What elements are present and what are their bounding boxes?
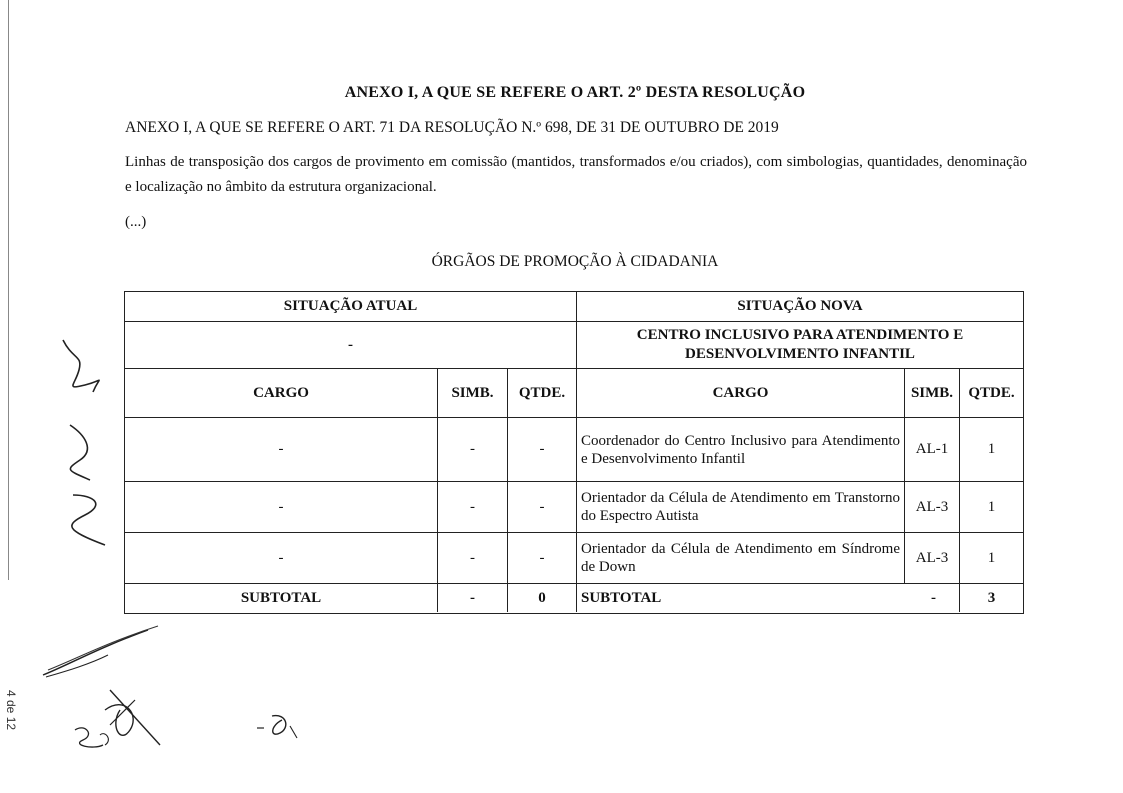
current-cargo-header: CARGO xyxy=(125,369,438,418)
current-qtde-header: QTDE. xyxy=(508,369,577,418)
table-row-1-new-simb: AL-1 xyxy=(905,418,960,482)
table-row-3-current-simb: - xyxy=(438,533,508,584)
table-row-2-new-qtde: 1 xyxy=(960,482,1023,533)
current-unit-cell: - xyxy=(125,322,577,369)
table-row-1-current-simb: - xyxy=(438,418,508,482)
table-row-2-new-cargo: Orientador da Célula de Atendimento em Transtorno do Espectro Autista xyxy=(577,482,905,533)
new-subtotal-qtde: 3 xyxy=(987,589,996,606)
table-row-1-new-cargo: Coordenador do Centro Inclusivo para Atendimento e Desenvolvimento Infantil xyxy=(577,418,905,482)
section-title: ÓRGÃOS DE PROMOÇÃO À CIDADANIA xyxy=(431,253,719,270)
table-row-3-new-cargo: Orientador da Célula de Atendimento em Síndrome de Down xyxy=(577,533,905,584)
current-simb-header: SIMB. xyxy=(438,369,508,418)
new-subtotal-label-text: SUBTOTAL xyxy=(581,589,662,606)
table-row-2-current-simb: - xyxy=(438,482,508,533)
page-counter: 4 de 12 xyxy=(4,690,18,731)
current-subtotal-label: SUBTOTAL xyxy=(125,584,438,612)
table-row-2-new-simb: AL-3 xyxy=(905,482,960,533)
handwritten-signature-stroke xyxy=(38,620,168,680)
table-row-2-current-cargo: - xyxy=(125,482,438,533)
new-qtde-header: QTDE. xyxy=(960,369,1023,418)
intro-paragraph: Linhas de transposição dos cargos de provimento em comissão (mantidos, transformados e/ou criados), com simbologias, quantidades, denominação e localização no âmbito da estrutura organizacional. xyxy=(125,154,1027,195)
new-unit-cell: CENTRO INCLUSIVO PARA ATENDIMENTO E DESENVOLVIMENTO INFANTIL xyxy=(577,322,1023,369)
table-row-3-current-qtde: - xyxy=(508,533,577,584)
table-row-1-current-qtde: - xyxy=(508,418,577,482)
current-subtotal-qtde: 0 xyxy=(508,584,577,612)
table-row-1-new-qtde: 1 xyxy=(960,418,1023,482)
handwritten-initial-margin xyxy=(55,330,115,550)
document-title: ANEXO I, A QUE SE REFERE O ART. 2º DESTA RESOLUÇÃO xyxy=(344,84,806,101)
table-row-3-current-cargo: - xyxy=(125,533,438,584)
table-row-3-new-simb: AL-3 xyxy=(905,533,960,584)
new-simb-header: SIMB. xyxy=(905,369,960,418)
document-subtitle: ANEXO I, A QUE SE REFERE O ART. 71 DA RESOLUÇÃO N.º 698, DE 31 DE OUTUBRO DE 2019 xyxy=(125,119,779,136)
new-cargo-header: CARGO xyxy=(577,369,905,418)
new-situation-heading: SITUAÇÃO NOVA xyxy=(577,292,1023,322)
table-row-1-current-cargo: - xyxy=(125,418,438,482)
table-row-2-current-qtde: - xyxy=(508,482,577,533)
positions-table xyxy=(124,291,1024,614)
current-subtotal-simb: - xyxy=(438,584,508,612)
handwritten-initials-small xyxy=(252,708,312,748)
new-subtotal-simb: - xyxy=(931,589,936,606)
handwritten-initials-group xyxy=(65,685,185,765)
table-row-3-new-qtde: 1 xyxy=(960,533,1023,584)
current-situation-heading: SITUAÇÃO ATUAL xyxy=(125,292,577,322)
new-subtotal-label xyxy=(577,584,960,612)
ellipsis-marker: (...) xyxy=(125,214,147,230)
